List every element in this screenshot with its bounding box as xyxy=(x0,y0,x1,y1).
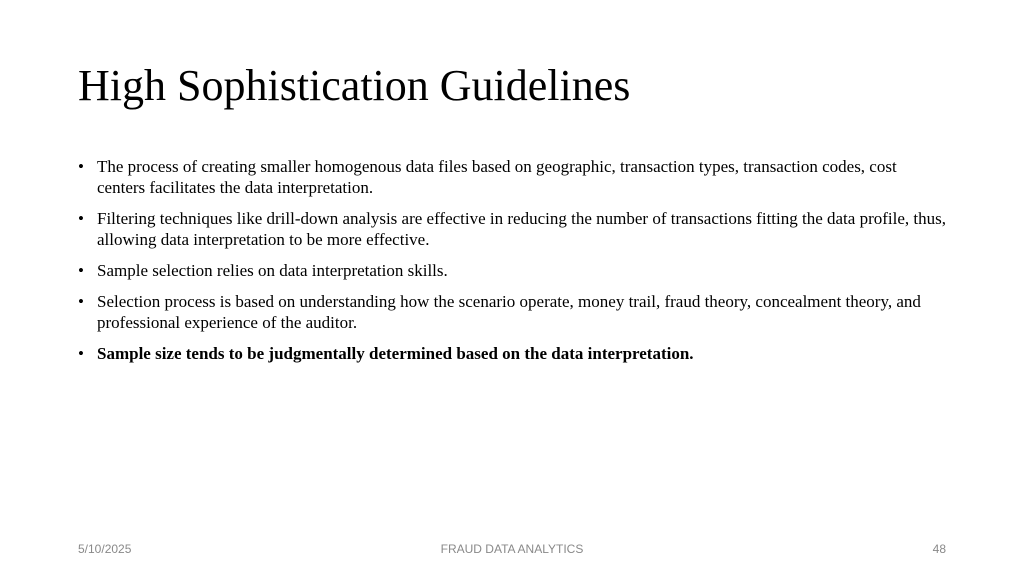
bullet-text: The process of creating smaller homogenous data files based on geographic, transaction types, transaction codes, cost centers facilitates the data interpretation. xyxy=(97,157,897,197)
footer-page-number: 48 xyxy=(932,542,946,556)
slide-title: High Sophistication Guidelines xyxy=(78,61,631,110)
bullet-item-emphasized xyxy=(78,343,946,364)
bullet-dot-icon: • xyxy=(78,209,84,228)
bullet-dot-icon: • xyxy=(78,157,84,176)
bullet-list xyxy=(78,156,946,374)
bullet-text: Selection process is based on understanding how the scenario operate, money trail, fraud theory, concealment theory, and professional experience of the auditor. xyxy=(97,292,921,332)
bullet-dot-icon: • xyxy=(78,344,84,363)
footer-date: 5/10/2025 xyxy=(78,542,132,556)
bullet-item xyxy=(78,260,946,281)
bullet-dot-icon: • xyxy=(78,261,84,280)
bullet-text: Sample size tends to be judgmentally determined based on the data interpretation. xyxy=(97,344,694,363)
bullet-text: Filtering techniques like drill-down analysis are effective in reducing the number of transactions fitting the data profile, thus, allowing data interpretation to be more effective. xyxy=(97,209,946,249)
bullet-item xyxy=(78,208,946,250)
footer-title: FRAUD DATA ANALYTICS xyxy=(440,542,584,556)
bullet-item xyxy=(78,291,946,333)
bullet-dot-icon: • xyxy=(78,292,84,311)
bullet-item xyxy=(78,156,946,198)
bullet-text: Sample selection relies on data interpretation skills. xyxy=(97,261,448,280)
